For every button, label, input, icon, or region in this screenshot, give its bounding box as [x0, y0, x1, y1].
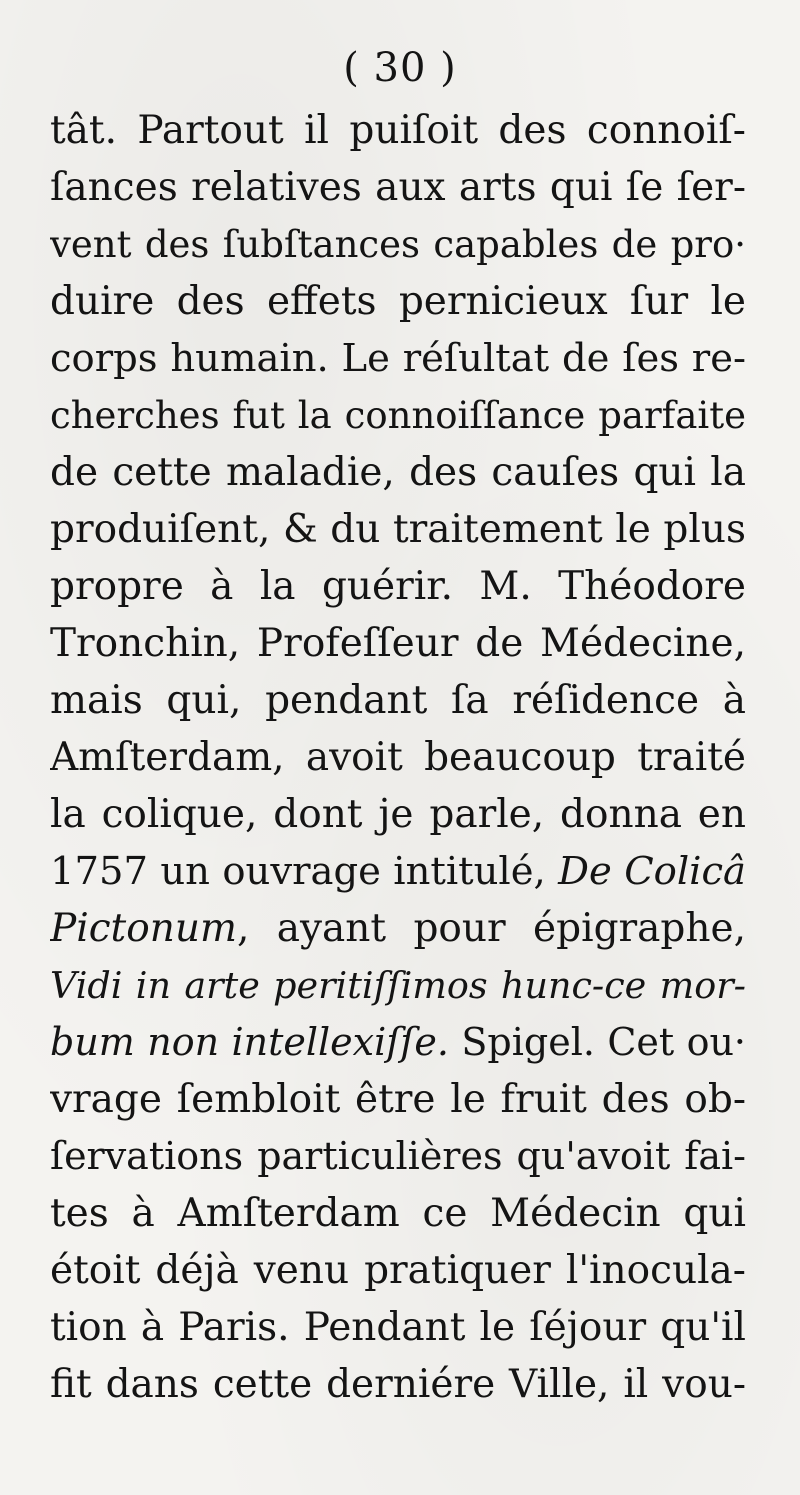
text-segment: tât. Partout il puiſoit des connoiſ- [50, 108, 746, 153]
text-line [50, 1185, 746, 1242]
text-line [50, 843, 746, 900]
italic-text: Vidi in arte peritiſſimos hunc-ce mor- [50, 964, 746, 1007]
text-line [50, 387, 746, 444]
text-line [50, 558, 746, 615]
text-segment: tion à Paris. Pendant le ſéjour qu'il [50, 1305, 746, 1350]
text-segment: étoit déjà venu pratiquer l'inocula- [50, 1248, 746, 1293]
text-line [50, 444, 746, 501]
body-text [50, 102, 746, 1413]
text-segment: duire des effets pernicieux ſur le [50, 279, 746, 324]
text-segment: tes à Amſterdam ce Médecin qui [50, 1191, 746, 1236]
text-line [50, 330, 746, 387]
text-line [50, 1014, 746, 1071]
text-line [50, 615, 746, 672]
text-segment: Amſterdam, avoit beaucoup traité [50, 735, 746, 780]
text-segment: vent des ſubſtances capables de pro· [50, 223, 746, 266]
text-line [50, 1299, 746, 1356]
italic-text: bum non intellexiſſe. [50, 1020, 449, 1064]
text-segment: mais qui, pendant ſa réſidence à [50, 678, 746, 723]
text-segment: corps humain. Le réſultat de ſes re- [50, 336, 746, 381]
text-segment: de cette maladie, des cauſes qui la [50, 450, 746, 495]
text-segment: , ayant pour épigraphe, [236, 906, 746, 951]
text-line [50, 1242, 746, 1299]
text-line [50, 159, 746, 216]
text-line [50, 102, 746, 159]
italic-text: De Colicâ [558, 849, 746, 894]
text-segment: Tronchin, Profeſſeur de Médecine, [50, 621, 746, 666]
text-segment: ſervations particulières qu'avoit fai- [50, 1134, 746, 1178]
text-line [50, 786, 746, 843]
text-line [50, 1071, 746, 1128]
page-number: ( 30 ) [343, 45, 457, 91]
text-segment: Spigel. Cet ou· [448, 1020, 746, 1064]
text-line [50, 501, 746, 558]
text-line [50, 900, 746, 957]
text-line [50, 1128, 746, 1185]
text-line [50, 957, 746, 1014]
text-segment: la colique, dont je parle, donna en [50, 792, 746, 837]
text-line [50, 1356, 746, 1413]
text-segment: vrage ſembloit être le fruit des ob- [50, 1077, 746, 1122]
text-segment: 1757 un ouvrage intitulé, [50, 849, 559, 894]
text-line [50, 672, 746, 729]
italic-text: Pictonum [50, 906, 237, 951]
text-segment: produiſent, & du traitement le plus [50, 507, 746, 552]
text-segment: fit dans cette derniére Ville, il vou- [50, 1362, 746, 1407]
text-line [50, 216, 746, 273]
text-line [50, 729, 746, 786]
text-segment: propre à la guérir. M. Théodore [50, 564, 746, 609]
text-line [50, 273, 746, 330]
text-segment: ſances relatives aux arts qui ſe ſer- [50, 165, 746, 210]
text-segment: cherches fut la connoiſſance parfaite [50, 394, 746, 437]
